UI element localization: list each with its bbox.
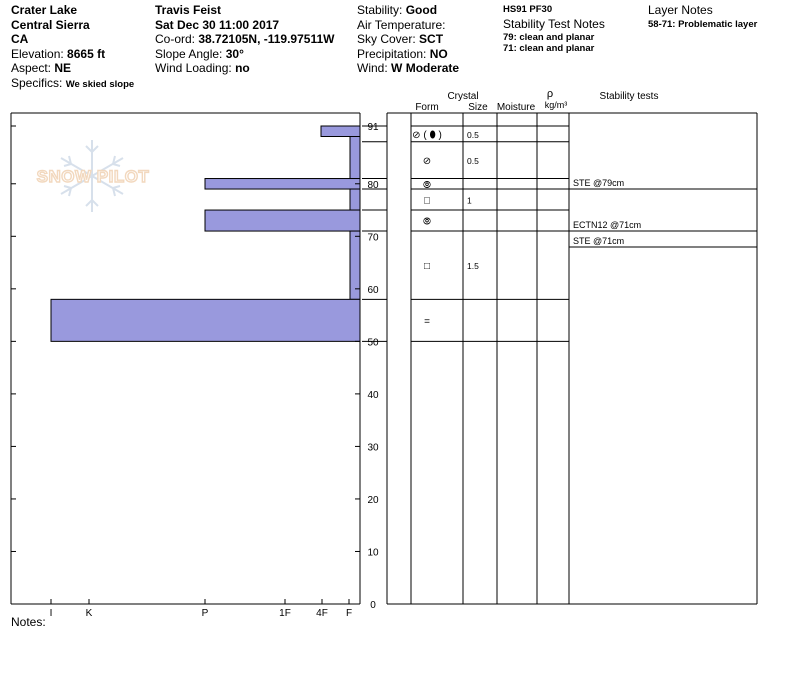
- stability-notes-title: Stability Test Notes: [503, 17, 605, 31]
- aspect-label: Aspect:: [11, 61, 52, 75]
- depth-tick-label: 70: [367, 232, 379, 244]
- crystal-form-symbol: ⊘: [422, 156, 432, 168]
- location-name: Crater Lake: [11, 3, 78, 17]
- header-size: Size: [468, 102, 488, 113]
- sky-value: SCT: [419, 32, 444, 46]
- header-moisture: Moisture: [496, 102, 536, 113]
- hardness-bar: [350, 189, 360, 210]
- hardness-axis-ticks: [50, 599, 352, 619]
- hardness-tick-label: 4F: [316, 608, 328, 619]
- air-temp-label: Air Temperature:: [357, 17, 446, 32]
- crystal-form-symbol: □: [423, 195, 431, 207]
- specifics-value: We skied slope: [65, 78, 135, 90]
- hardness-bar: [321, 126, 360, 137]
- stability-test-label: STE @79cm: [573, 178, 625, 189]
- crystal-form-symbol: ⊘ ( ⬮ ): [412, 129, 442, 141]
- hardness-tick-label: F: [345, 608, 353, 619]
- wind-loading-label: Wind Loading:: [155, 61, 232, 75]
- sky-label: Sky Cover:: [357, 32, 416, 46]
- precip-value: NO: [429, 46, 448, 61]
- crystal-rows: [362, 126, 569, 341]
- elevation-label: Elevation:: [11, 46, 64, 61]
- stability-test-rows: [569, 178, 757, 247]
- hardness-tick-label: P: [201, 608, 209, 619]
- layer-note-1: 58-71: Problematic layer: [648, 18, 758, 30]
- depth-tick-label: 91: [367, 122, 379, 133]
- snowpilot-watermark: [37, 140, 150, 212]
- observation-datetime: Sat Dec 30 11:00 2017: [155, 17, 280, 32]
- hardness-bars: [51, 126, 360, 341]
- stability-value: Good: [405, 3, 438, 17]
- hardness-bar: [350, 137, 360, 179]
- stability-note-1: 79: clean and planar: [503, 31, 595, 43]
- hs-pf: HS91 PF30: [503, 4, 553, 15]
- depth-axis-ticks: [11, 122, 379, 611]
- stability-test-label: ECTN12 @71cm: [573, 220, 642, 231]
- hardness-bar: [205, 210, 360, 231]
- header-rho: ρ: [546, 88, 554, 100]
- notes-label: Notes:: [11, 615, 46, 629]
- depth-tick-label: 20: [367, 494, 379, 506]
- precip-label: Precipitation:: [357, 46, 427, 61]
- wind-value: W Moderate: [391, 61, 460, 75]
- crystal-form-symbol: ⦾: [423, 216, 431, 228]
- layer-notes-title: Layer Notes: [648, 3, 713, 17]
- state-name: CA: [11, 32, 29, 46]
- hardness-tick-label: I: [49, 608, 53, 619]
- aspect-value: NE: [54, 61, 72, 75]
- hardness-bar: [51, 299, 360, 341]
- wind-label: Wind:: [357, 61, 388, 75]
- stability-test-label: STE @71cm: [573, 236, 625, 247]
- header-crystal: Crystal: [447, 91, 479, 102]
- crystal-form-symbol: =: [424, 316, 430, 328]
- hardness-bar: [205, 179, 360, 190]
- crystal-size: 1: [467, 195, 472, 206]
- crystal-form-symbol: ⦾: [423, 179, 431, 191]
- depth-tick-label: 40: [367, 389, 379, 401]
- depth-tick-label: 60: [367, 284, 379, 296]
- crystal-size: 0.5: [467, 156, 479, 167]
- crystal-size: 0.5: [467, 129, 479, 140]
- observer-name: Travis Feist: [155, 3, 222, 17]
- watermark-text: SNOW PILOT: [36, 167, 150, 186]
- slope-value: 30°: [225, 46, 244, 61]
- depth-tick-label: 0: [370, 600, 376, 611]
- header-stability-tests: Stability tests: [599, 91, 659, 102]
- slope-label: Slope Angle:: [155, 46, 223, 61]
- depth-tick-label: 50: [367, 337, 379, 349]
- crystal-size: 1.5: [467, 261, 479, 272]
- depth-tick-label: 30: [367, 442, 379, 454]
- crystal-form-symbol: □: [423, 261, 431, 273]
- depth-tick-label: 10: [367, 547, 379, 559]
- crystal-table: [387, 113, 757, 604]
- stability-note-2: 71: clean and planar: [503, 42, 595, 54]
- specifics-label: Specifics:: [11, 75, 63, 90]
- header-form: Form: [415, 102, 439, 113]
- range-name: Central Sierra: [11, 17, 90, 32]
- elevation-value: 8665 ft: [67, 46, 106, 61]
- depth-tick-label: 80: [367, 179, 379, 191]
- coord-label: Co-ord:: [155, 32, 196, 46]
- hardness-tick-label: 1F: [279, 608, 291, 619]
- hardness-tick-label: K: [85, 608, 93, 619]
- stability-label: Stability:: [357, 3, 403, 17]
- header-density-unit: kg/m³: [544, 100, 568, 110]
- coord-value: 38.72105N, -119.97511W: [198, 32, 335, 46]
- wind-loading-value: no: [235, 61, 250, 75]
